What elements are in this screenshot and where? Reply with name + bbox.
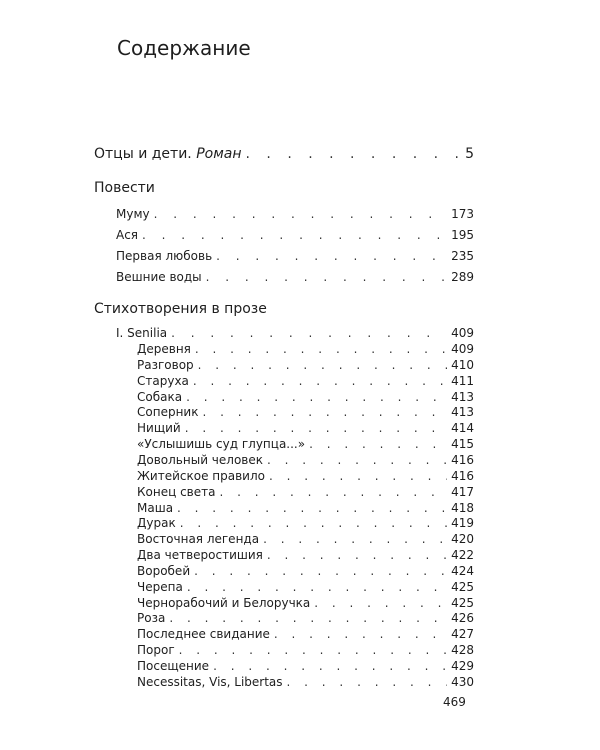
toc-entry[interactable] [137,675,474,689]
entry-label: Necessitas, Vis, Libertas [137,674,283,689]
entry-label: Разговор [137,357,194,372]
entry-page: 195 [451,228,474,242]
entry-page: 410 [451,357,474,372]
toc-entry[interactable] [137,390,474,404]
toc-entry[interactable] [116,228,474,242]
toc-entry[interactable] [137,643,474,657]
entry-page: 5 [465,146,474,162]
entry-page: 413 [451,405,474,420]
entry-label: I. Senilia [116,326,168,340]
dot-leader [213,659,447,673]
entry-page: 413 [451,389,474,404]
toc-entry[interactable] [137,659,474,673]
toc-entry[interactable] [116,249,474,263]
page-title: Содержание [117,36,251,60]
entry-page: 411 [451,373,474,388]
toc-entry[interactable] [137,469,474,483]
entry-page: 430 [451,674,474,689]
toc-entry[interactable] [137,627,474,641]
page-number: 469 [443,695,466,709]
section-heading: Стихотворения в прозе [94,301,267,317]
entry-label: Нищий [137,421,181,436]
entry-page: 420 [451,532,474,547]
entry-label: Ася [116,228,139,242]
entry-label: Черепа [137,579,183,594]
dot-leader [267,453,447,467]
dot-leader [185,421,447,435]
entry-page: 417 [451,484,474,499]
entry-page: 414 [451,421,474,436]
dot-leader [206,270,447,284]
entry-label: Роза [137,611,166,626]
toc-entry[interactable] [137,358,474,372]
toc-entry[interactable] [137,453,474,467]
dot-leader [263,532,447,546]
section-heading: Повести [94,180,155,196]
toc-part-entry[interactable] [116,326,474,340]
entry-page: 235 [451,249,474,263]
entry-label: Посещение [137,659,210,673]
dot-leader [180,516,447,530]
entry-label: Собака [137,389,183,404]
entry-label: Довольный человек [137,452,263,467]
toc-entry-main[interactable] [94,146,474,162]
entry-label: Вешние воды [116,270,202,284]
dot-leader [216,249,447,263]
entry-page: 418 [451,500,474,515]
toc-entry[interactable] [137,485,474,499]
entry-page: 416 [451,468,474,483]
dot-leader [274,627,447,641]
entry-label: Маша [137,500,174,515]
toc-entry[interactable] [137,437,474,451]
toc-entry[interactable] [137,532,474,546]
entry-page: 419 [451,516,474,531]
dot-leader [202,405,447,419]
entry-label: Восточная легенда [137,532,260,547]
dot-leader [314,596,447,610]
entry-page: 409 [451,326,474,340]
entry-page: 173 [451,207,474,221]
entry-label: Первая любовь [116,249,213,263]
entry-label: Житейское правило [137,468,265,483]
toc-entry[interactable] [137,580,474,594]
dot-leader [309,437,447,451]
dot-leader [169,611,447,625]
toc-entry[interactable] [137,501,474,515]
entry-label: «Услышишь суд глупца...» [137,437,306,452]
toc-entry[interactable] [116,207,474,221]
entry-label: Соперник [137,405,199,420]
entry-page: 289 [451,270,474,284]
dot-leader [179,643,447,657]
toc-entry[interactable] [137,421,474,435]
entry-label: Дурак [137,516,176,531]
dot-leader [198,358,447,372]
dot-leader [187,580,447,594]
dot-leader [287,675,448,689]
entry-label: Воробей [137,563,191,578]
entry-page: 422 [451,548,474,563]
toc-entry[interactable] [137,516,474,530]
entry-label: Чернорабочий и Белоручка [137,595,311,610]
entry-label: Последнее свидание [137,627,270,642]
dot-leader [219,485,447,499]
dot-leader [195,342,447,356]
toc-entry[interactable] [137,405,474,419]
toc-entry[interactable] [137,611,474,625]
entry-page: 424 [451,563,474,578]
entry-page: 428 [451,643,474,658]
dot-leader [246,146,462,162]
entry-page: 425 [451,595,474,610]
entry-page: 415 [451,437,474,452]
dot-leader [193,374,447,388]
entry-label: Деревня [137,342,191,356]
entry-page: 427 [451,627,474,642]
entry-label: Два четверостишия [137,548,263,563]
toc-entry[interactable] [137,596,474,610]
toc-entry[interactable] [137,548,474,562]
entry-label: Конец света [137,484,216,499]
entry-page: 409 [451,342,474,356]
entry-page: 416 [451,452,474,467]
dot-leader [269,469,447,483]
dot-leader [154,207,447,221]
entry-label: Старуха [137,373,189,388]
dot-leader [186,390,447,404]
toc-entry[interactable] [116,270,474,284]
toc-entry[interactable] [137,374,474,388]
dot-leader [194,564,447,578]
dot-leader [267,548,447,562]
toc-entry[interactable] [137,342,474,356]
toc-entry[interactable] [137,564,474,578]
entry-label: Отцы и дети. Роман [94,146,242,162]
entry-page: 425 [451,579,474,594]
dot-leader [171,326,447,340]
entry-page: 426 [451,611,474,626]
entry-label: Муму [116,207,150,221]
entry-label: Порог [137,643,175,658]
dot-leader [142,228,447,242]
dot-leader [177,501,447,515]
entry-page: 429 [451,659,474,673]
